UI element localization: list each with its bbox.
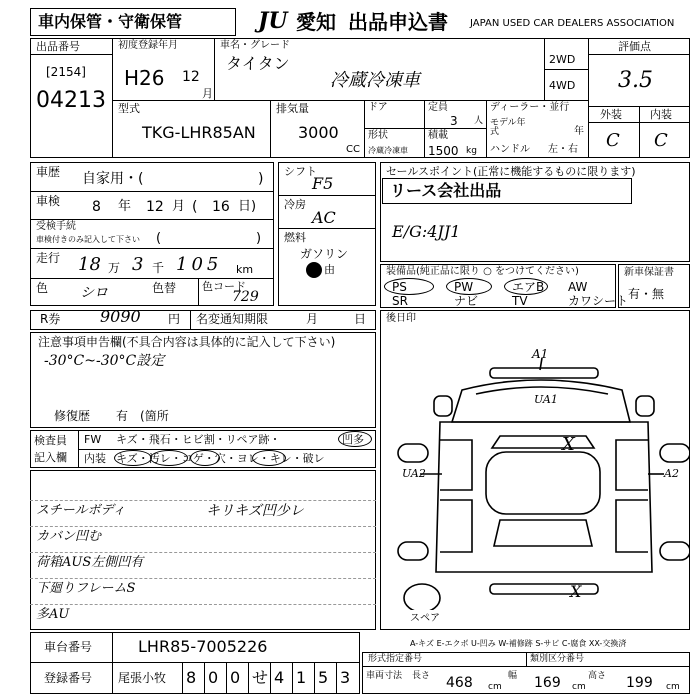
plate-divider xyxy=(248,662,249,694)
new-warranty-label: 新車保証書 xyxy=(624,267,674,278)
org-name: 愛知 xyxy=(296,10,336,34)
engine-label: 排気量 xyxy=(276,102,309,115)
check-circle-koge xyxy=(190,450,220,466)
first-reg-label: 初度登録年月 xyxy=(118,40,178,51)
equipment-equip-row2-2: TV xyxy=(512,294,528,308)
notes-value: -30°C~-30°C設定 xyxy=(44,353,165,369)
equipment-equip-row1-0: PS xyxy=(392,280,407,294)
check-label-1: 検査員 xyxy=(34,434,67,447)
mileage-sen: 3 xyxy=(132,254,144,275)
equipment-equip-row2-1: ナビ xyxy=(454,294,479,308)
check-circle-yogore xyxy=(150,450,188,466)
equipment-circle-1 xyxy=(446,278,492,295)
diagram-a1-top: A1 xyxy=(532,347,549,361)
load-unit: kg xyxy=(466,146,477,156)
recycle-label: 受検手続 xyxy=(36,221,76,232)
equipment-label: 装備品(純正品に限り ○ をつけてください) xyxy=(386,266,579,277)
notes-label: 注意事項申告欄(不具合内容は具体的に記入して下さい) xyxy=(38,335,336,349)
engine-unit: CC xyxy=(346,144,360,155)
score-int-value: C xyxy=(654,130,668,151)
dims-length-label: 車両寸法 xyxy=(366,671,403,681)
english-title: JAPAN USED CAR DEALERS ASSOCIATION xyxy=(470,18,675,29)
tax-notice-label: 名変通知期限 xyxy=(196,312,269,326)
model-label: 型式 xyxy=(118,102,140,115)
fuel-label: 燃料 xyxy=(284,231,306,244)
diagram-x: X xyxy=(562,434,575,455)
plate-char: 3 xyxy=(340,668,351,687)
r-ticket-unit: 円 xyxy=(168,312,181,326)
check-circle-kizu xyxy=(114,450,152,466)
equipment-equip-row1-1: PW xyxy=(454,280,474,294)
lot-label: 出品番号 xyxy=(36,40,80,53)
dims-length: 468 xyxy=(446,675,473,691)
recycle-note: 車検付きのみ記入して下さい xyxy=(36,235,140,244)
score-int-label: 内装 xyxy=(650,108,672,121)
dims-width-unit: cm xyxy=(572,682,586,692)
recycle-paren-open: ( xyxy=(156,231,162,246)
new-warranty-value: 有・無 xyxy=(628,287,665,301)
color-code-label: 色コード xyxy=(202,280,246,293)
load-value: 1500 xyxy=(428,144,459,158)
recycle-paren-close: ) xyxy=(256,231,262,246)
mileage-man: 18 xyxy=(78,254,101,275)
plate-char: せ xyxy=(252,668,269,687)
inspection-month-unit: 月 xyxy=(172,199,186,214)
inspection-day-open: ( xyxy=(192,199,198,215)
drive-2wd: 2WD xyxy=(549,53,576,66)
plate-divider xyxy=(270,662,271,694)
sales-point-label: セールスポイント(正常に機能するものに限ります) xyxy=(386,165,636,178)
equipment-circle-2 xyxy=(504,278,548,295)
storage-label: 車内保管・守衛保管 xyxy=(38,12,183,31)
dims-width: 169 xyxy=(534,675,561,691)
usage-label: 車歴 xyxy=(36,165,61,179)
sales-point-lease: リース会社出品 xyxy=(390,181,502,200)
plate-char: 5 xyxy=(318,668,329,687)
inspection-year: 8 xyxy=(92,199,101,215)
equipment-equip-row1-3: AW xyxy=(568,280,588,294)
check-mark-circle xyxy=(338,431,372,447)
handle-options: 左・右 xyxy=(548,144,578,155)
plate-char: 0 xyxy=(208,668,219,687)
equipment-equip-row2-0: SR xyxy=(392,294,408,308)
plate-divider xyxy=(204,662,205,694)
color-value: シロ xyxy=(80,285,108,301)
diagram-right: A2 xyxy=(664,467,679,480)
tax-notice-month: 月 xyxy=(306,312,319,326)
car-diagram xyxy=(380,340,690,610)
ac-label: 冷房 xyxy=(284,198,306,211)
model-year-unit: 年 xyxy=(574,126,584,137)
r-ticket-value: 9090 xyxy=(100,307,141,326)
inspection-day-close: 日) xyxy=(238,199,257,214)
shift-label: シフト xyxy=(284,165,317,178)
check-row1-label: FW xyxy=(84,433,102,446)
diagram-ua1: UA1 xyxy=(534,393,558,406)
tax-notice-day: 日 xyxy=(354,312,367,326)
dims-height-label: 幅 xyxy=(508,671,518,681)
color-change-label: 色替 xyxy=(152,281,177,295)
chassis-label: 車台番号 xyxy=(44,640,93,654)
dims-height-unit: cm xyxy=(666,682,680,692)
car-name-label: 車名・グレード xyxy=(220,40,290,51)
shape-label: 形状 xyxy=(368,130,388,141)
mileage-man-unit: 万 xyxy=(108,261,121,275)
score-ext-label: 外装 xyxy=(600,108,622,121)
plate-divider xyxy=(182,662,183,694)
color-code-value: 729 xyxy=(232,289,259,305)
dims-type-label: 形式指定番号 xyxy=(368,654,423,664)
registration-label: 登録番号 xyxy=(44,671,93,685)
sales-point-engine: E/G:4JJ1 xyxy=(392,222,461,241)
diagram-left: UA2 xyxy=(402,467,426,480)
plate-char: 4 xyxy=(274,668,285,687)
dims-height: 199 xyxy=(626,675,653,691)
ju-logo: JU xyxy=(258,8,288,34)
shape-value: 冷蔵冷凍車 xyxy=(368,146,408,155)
model-value: TKG-LHR85AN xyxy=(142,123,256,142)
equipment-equip-row1-2: エアB xyxy=(512,280,545,294)
fuel-gas-circle xyxy=(306,262,322,278)
check-row2-label: 内装 xyxy=(84,452,106,465)
score-ext-value: C xyxy=(606,130,620,151)
top-section xyxy=(30,38,690,158)
lot-number: 04213 xyxy=(36,88,106,113)
inspection-day: 16 xyxy=(212,199,230,215)
plate-divider xyxy=(314,662,315,694)
repair-place: (箇所 xyxy=(140,409,169,423)
plate-divider xyxy=(226,662,227,694)
plate-divider xyxy=(292,662,293,694)
capacity-label: 定員 xyxy=(428,102,448,113)
check-row1-mark: 凹多 xyxy=(342,433,364,446)
remark-line: 下廻りフレームS xyxy=(36,581,136,596)
registration-sub-label: 尾張小牧 xyxy=(118,671,167,685)
shift-value: F5 xyxy=(312,174,334,193)
first-reg-month: 12 xyxy=(182,69,200,85)
handle-label: ハンドル xyxy=(490,144,530,155)
capacity-value: 3 xyxy=(450,114,458,128)
dealer-label: ディーラー・並行 xyxy=(490,102,570,113)
dims-width-label: 長さ xyxy=(412,671,431,681)
inspection-label: 車検 xyxy=(36,194,61,208)
inspection-month: 12 xyxy=(146,199,164,215)
plate-char: 1 xyxy=(296,668,307,687)
model-year-label: モデル年式 xyxy=(490,118,526,137)
rear-seat-label: 後日印 xyxy=(386,313,416,324)
car-name: タイタン xyxy=(226,54,290,73)
diagram-spare: スペア xyxy=(410,613,440,624)
mileage-rest: 105 xyxy=(176,254,223,275)
check-row1: キズ・飛石・ヒビ割・リペア跡・ xyxy=(116,433,281,446)
score-value: 3.5 xyxy=(618,68,653,93)
r-ticket-label: R券 xyxy=(40,312,61,326)
remark-line: スチールボディ xyxy=(36,503,126,518)
capacity-unit: 人 xyxy=(474,116,484,126)
check-circle-yore xyxy=(252,450,286,466)
usage-value: 自家用・( xyxy=(82,171,144,187)
repair-value: 有 xyxy=(116,409,129,423)
repair-label: 修復歴 xyxy=(54,409,91,423)
dims-length-unit: cm xyxy=(488,682,502,692)
first-reg-month-unit: 月 xyxy=(202,87,213,100)
color-label: 色 xyxy=(36,281,49,295)
doors-label: ドア xyxy=(368,102,388,113)
mileage-label: 走行 xyxy=(36,251,61,265)
score-label: 評価点 xyxy=(618,40,651,53)
plate-char: 8 xyxy=(186,668,197,687)
plate-char: 0 xyxy=(230,668,241,687)
load-label: 積載 xyxy=(428,130,448,141)
usage-close: ) xyxy=(258,171,264,187)
damage-legend: A-キズ E-エクボ U-凹み W-補修跡 S-サビ C-腐食 XX-交換済 xyxy=(410,639,627,648)
remarks-right: キリキズ凹少レ xyxy=(206,503,304,519)
ac-value: AC xyxy=(312,208,336,227)
mileage-sen-unit: 千 xyxy=(152,261,165,275)
dims-h-label: 高さ xyxy=(588,671,607,681)
remark-line: 多AU xyxy=(36,607,70,622)
engine-value: 3000 xyxy=(298,123,339,142)
first-reg-year: H26 xyxy=(124,66,165,90)
inspection-year-unit: 年 xyxy=(118,199,132,214)
lot-sub-value: [2154] xyxy=(46,65,86,79)
diagram-x-bottom: X xyxy=(570,582,582,601)
chassis-value: LHR85-7005226 xyxy=(138,637,268,656)
equipment-circle-0 xyxy=(384,278,434,295)
car-grade: 冷蔵冷凍車 xyxy=(330,70,420,91)
check-label-2: 記入欄 xyxy=(34,451,67,464)
check-row2: キズ・汚レ・コゲ・穴・ヨレ・キレ・破レ xyxy=(116,452,325,465)
fuel-value: ガソリン xyxy=(300,247,349,261)
remark-line: 荷箱AUS左側凹有 xyxy=(36,555,144,570)
remark-line: カバン凹む xyxy=(36,529,102,544)
form-title: 出品申込書 xyxy=(348,10,448,34)
plate-divider xyxy=(336,662,337,694)
remarks-section xyxy=(30,470,376,630)
equipment-equip-row2-3: カワシート xyxy=(568,294,629,308)
dims-class-label: 類別区分番号 xyxy=(530,654,585,664)
fuel-gas-mark: 由 xyxy=(324,263,335,276)
mileage-unit: km xyxy=(236,263,254,276)
drive-4wd: 4WD xyxy=(549,79,576,92)
